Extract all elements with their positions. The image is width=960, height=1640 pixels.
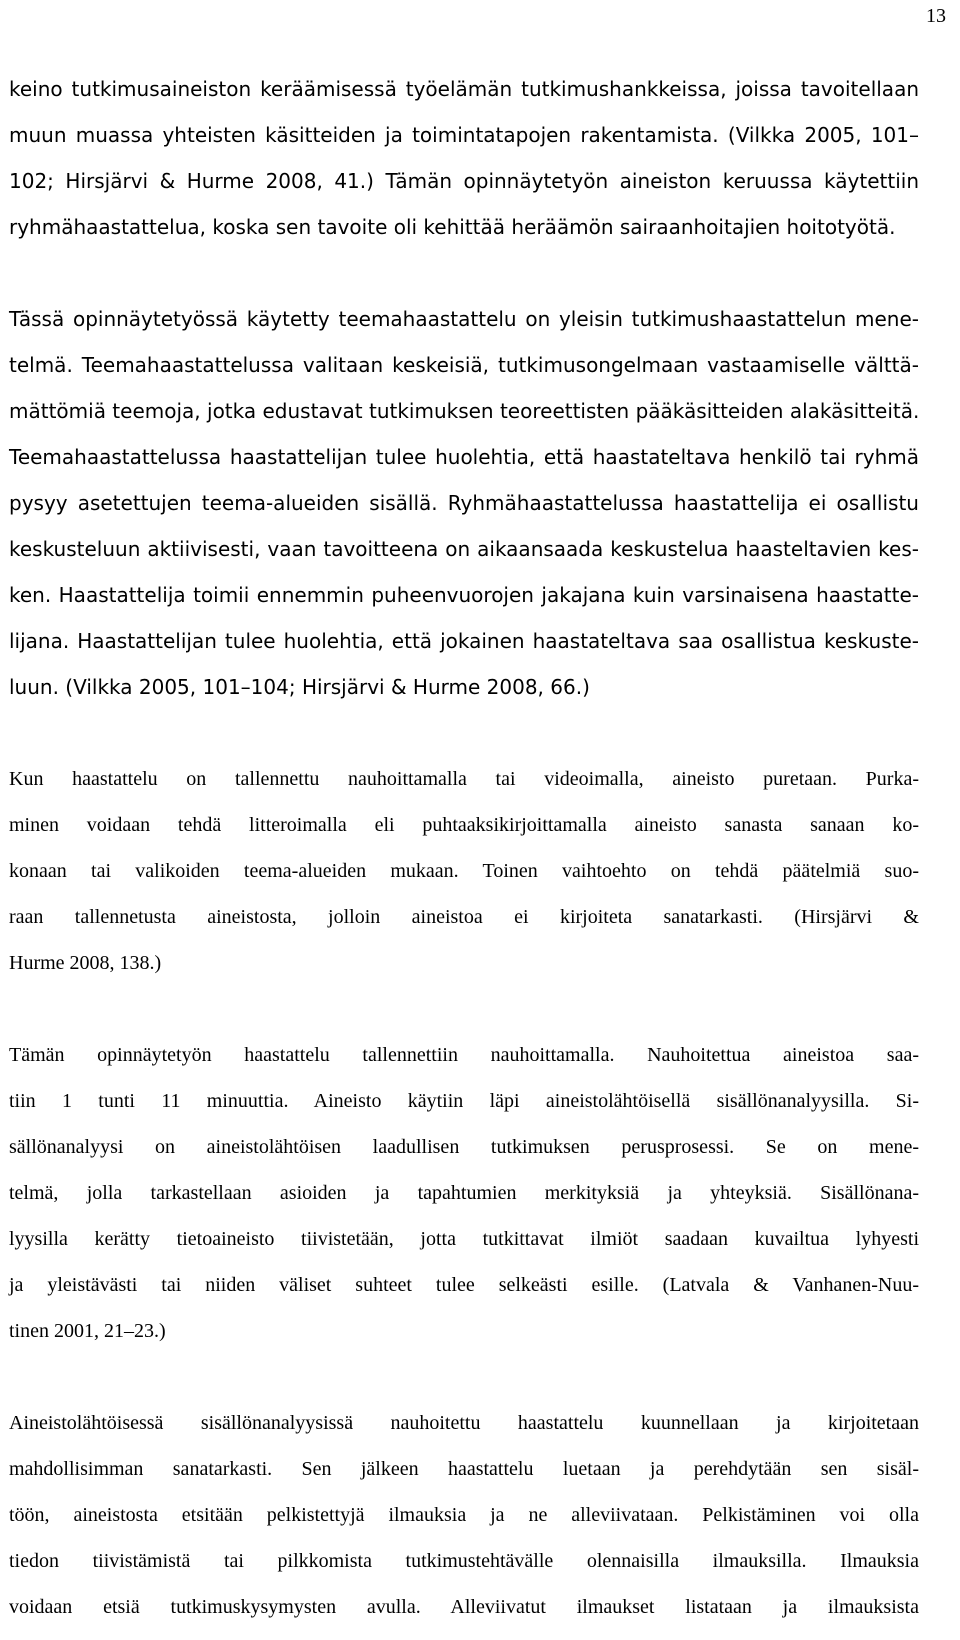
page-number: 13 (926, 5, 946, 27)
text-line: telmä, jolla tarkastellaan asioiden ja tapahtumien merkityksiä ja yhteyksiä. Sisällönana- (9, 1182, 919, 1204)
text-line: ryhmähaastattelua, koska sen tavoite oli kehittää heräämön sairaanhoitajien hoitotyötä. (9, 215, 896, 239)
paragraph-2 (9, 296, 919, 710)
text-line: tiedon tiivistämistä tai pilkkomista tutkimustehtävälle olennaisilla ilmauksilla. Ilmauksia (9, 1550, 919, 1572)
paragraph-3 (9, 756, 919, 986)
text-line: luun. (Vilkka 2005, 101–104; Hirsjärvi & Hurme 2008, 66.) (9, 675, 590, 699)
text-line: voidaan etsiä tutkimuskysymysten avulla. Alleviivatut ilmaukset listataan ja ilmauksista (9, 1596, 919, 1618)
paragraph-1 (9, 66, 919, 250)
text-line: Kun haastattelu on tallennettu nauhoittamalla tai videoimalla, aineisto puretaan. Purka- (9, 768, 919, 790)
body-text (9, 66, 919, 1630)
text-line: minen voidaan tehdä litteroimalla eli puhtaaksikirjoittamalla aineisto sanasta sanaan ko- (9, 814, 919, 836)
text-line: telmä. Teemahaastattelussa valitaan keskeisiä, tutkimusongelmaan vastaamiselle välttä- (9, 353, 919, 377)
text-line: Aineistolähtöisessä sisällönanalyysissä nauhoitettu haastattelu kuunnellaan ja kirjoitetaan (9, 1412, 919, 1434)
text-line: lyysilla kerätty tietoaineisto tiivistetään, jotta tutkittavat ilmiöt saadaan kuvailtua lyhyesti (9, 1228, 919, 1250)
text-line: mättömiä teemoja, jotka edustavat tutkimuksen teoreettisten pääkäsitteiden alakäsitteitä. (9, 399, 920, 423)
text-line: keino tutkimusaineiston keräämisessä työelämän tutkimushankkeissa, joissa tavoitellaan (9, 77, 919, 101)
text-line: 102; Hirsjärvi & Hurme 2008, 41.) Tämän opinnäytetyön aineiston keruussa käytettiin (9, 169, 919, 193)
text-line: ken. Haastattelija toimii ennemmin puheenvuorojen jakajana kuin varsinaisena haastatte- (9, 583, 919, 607)
text-line: sällönanalyysi on aineistolähtöisen laadullisen tutkimuksen perusprosessi. Se on mene- (9, 1136, 919, 1158)
text-line: mahdollisimman sanatarkasti. Sen jälkeen haastattelu luetaan ja perehdytään sen sisäl- (9, 1458, 919, 1480)
text-line: keskusteluun aktiivisesti, vaan tavoitteena on aikaansaada keskustelua haasteltavien kes- (9, 537, 919, 561)
text-line: ja yleistävästi tai niiden väliset suhteet tulee selkeästi esille. (Latvala & Vanhanen-Nuu- (9, 1274, 919, 1296)
text-line: tinen 2001, 21–23.) (9, 1320, 166, 1342)
text-line: raan tallennetusta aineistosta, jolloin aineistoa ei kirjoiteta sanatarkasti. (Hirsjärvi & (9, 906, 919, 928)
text-line: lijana. Haastattelijan tulee huolehtia, että jokainen haastateltava saa osallistua keskuste- (9, 629, 919, 653)
text-line: tiin 1 tunti 11 minuuttia. Aineisto käytiin läpi aineistolähtöisellä sisällönanalyysilla. Si- (9, 1090, 919, 1112)
text-line: Teemahaastattelussa haastattelijan tulee huolehtia, että haastateltava henkilö tai ryhmä (9, 445, 919, 469)
paragraph-4 (9, 1032, 919, 1354)
text-line: muun muassa yhteisten käsitteiden ja toimintatapojen rakentamista. (Vilkka 2005, 101– (9, 123, 919, 147)
text-line: konaan tai valikoiden teema-alueiden mukaan. Toinen vaihtoehto on tehdä päätelmiä suo- (9, 860, 919, 882)
text-line: pysyy asetettujen teema-alueiden sisällä. Ryhmähaastattelussa haastattelija ei osallistu (9, 491, 919, 515)
text-line: Tämän opinnäytetyön haastattelu tallennettiin nauhoittamalla. Nauhoitettua aineistoa saa- (9, 1044, 919, 1066)
text-line: töön, aineistosta etsitään pelkistettyjä ilmauksia ja ne alleviivataan. Pelkistäminen voi olla (9, 1504, 919, 1526)
text-line: Hurme 2008, 138.) (9, 952, 162, 974)
text-line: Tässä opinnäytetyössä käytetty teemahaastattelu on yleisin tutkimushaastattelun mene- (9, 307, 919, 331)
paragraph-5 (9, 1400, 919, 1630)
